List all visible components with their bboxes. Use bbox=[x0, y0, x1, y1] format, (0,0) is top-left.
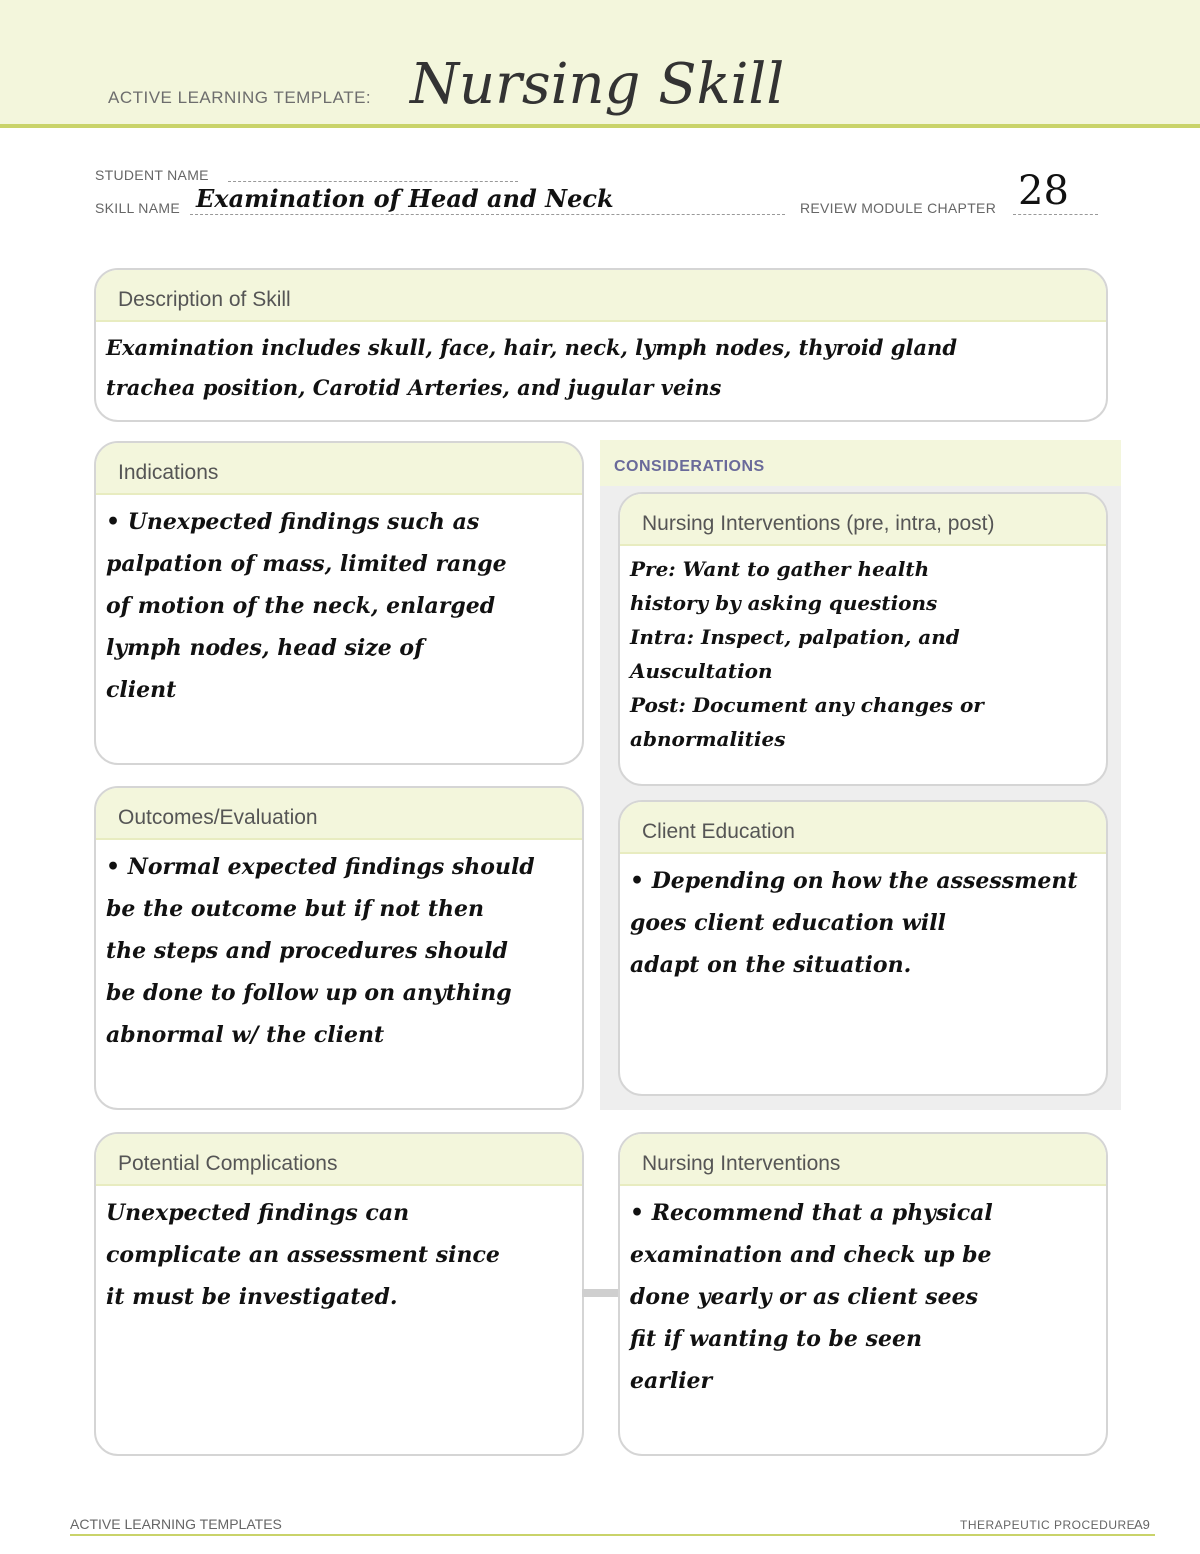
indications-line: of motion of the neck, enlarged bbox=[106, 593, 496, 619]
description-line: Examination includes skull, face, hair, neck, lymph nodes, thyroid gland bbox=[106, 335, 958, 360]
indications-line: • Unexpected findings such as bbox=[106, 509, 480, 535]
client-education-body[interactable] bbox=[620, 854, 1106, 986]
nursing-interventions-line: earlier bbox=[630, 1368, 713, 1394]
footer-right-label: THERAPEUTIC PROCEDURE bbox=[960, 1518, 1136, 1532]
nursing-interventions-pre-body[interactable] bbox=[620, 546, 1106, 756]
nursing-interventions-line: • Recommend that a physical bbox=[630, 1200, 993, 1226]
description-line: trachea position, Carotid Arteries, and jugular veins bbox=[106, 375, 722, 400]
description-box bbox=[94, 268, 1108, 422]
nursing-interventions-pre-line: Pre: Want to gather health bbox=[630, 557, 930, 581]
review-module-field[interactable]: 28 bbox=[1018, 168, 1069, 214]
client-education-heading: Client Education bbox=[620, 802, 1106, 854]
nursing-interventions-heading: Nursing Interventions bbox=[620, 1134, 1106, 1186]
indications-line: lymph nodes, head size of bbox=[106, 635, 424, 661]
nursing-interventions-pre-line: history by asking questions bbox=[630, 591, 938, 615]
outcomes-line: • Normal expected findings should bbox=[106, 854, 535, 880]
nursing-interventions-line: done yearly or as client sees bbox=[630, 1284, 979, 1310]
footer-left-label: ACTIVE LEARNING TEMPLATES bbox=[70, 1516, 282, 1532]
outcomes-line: the steps and procedures should bbox=[106, 938, 508, 964]
outcomes-heading: Outcomes/Evaluation bbox=[96, 788, 582, 840]
review-module-line bbox=[1013, 214, 1098, 215]
indications-box bbox=[94, 441, 584, 765]
review-module-label: REVIEW MODULE CHAPTER bbox=[800, 200, 997, 216]
indications-heading: Indications bbox=[96, 443, 582, 495]
indications-line: palpation of mass, limited range bbox=[106, 551, 507, 577]
page-title: Nursing Skill bbox=[410, 52, 785, 117]
description-body[interactable] bbox=[96, 322, 1106, 408]
nursing-interventions-box bbox=[618, 1132, 1108, 1456]
nursing-interventions-pre-box bbox=[618, 492, 1108, 786]
skill-name-line bbox=[190, 214, 785, 215]
nursing-interventions-pre-line: abnormalities bbox=[630, 727, 786, 751]
box-connector bbox=[582, 1289, 620, 1297]
complications-heading: Potential Complications bbox=[96, 1134, 582, 1186]
complications-line: Unexpected findings can bbox=[106, 1200, 410, 1226]
outcomes-box bbox=[94, 786, 584, 1110]
outcomes-line: abnormal w/ the client bbox=[106, 1022, 385, 1048]
client-education-line: adapt on the situation. bbox=[630, 952, 912, 978]
description-heading: Description of Skill bbox=[96, 270, 1106, 322]
page-number: A9 bbox=[1134, 1517, 1150, 1532]
outcomes-line: be done to follow up on anything bbox=[106, 980, 512, 1006]
footer-divider bbox=[70, 1534, 1155, 1536]
considerations-label: CONSIDERATIONS bbox=[614, 458, 765, 475]
client-education-box bbox=[618, 800, 1108, 1096]
complications-box bbox=[94, 1132, 584, 1456]
complications-line: complicate an assessment since bbox=[106, 1242, 500, 1268]
nursing-interventions-pre-line: Auscultation bbox=[630, 659, 773, 683]
client-education-line: goes client education will bbox=[630, 910, 946, 936]
nursing-interventions-pre-line: Post: Document any changes or bbox=[630, 693, 984, 717]
nursing-interventions-line: examination and check up be bbox=[630, 1242, 992, 1268]
skill-name-label: SKILL NAME bbox=[95, 200, 180, 216]
nursing-interventions-pre-line: Intra: Inspect, palpation, and bbox=[630, 625, 960, 649]
nursing-interventions-line: fit if wanting to be seen bbox=[630, 1326, 922, 1352]
template-label: ACTIVE LEARNING TEMPLATE: bbox=[108, 88, 372, 107]
student-name-label: STUDENT NAME bbox=[95, 167, 209, 183]
complications-line: it must be investigated. bbox=[106, 1284, 398, 1310]
skill-name-field[interactable]: Examination of Head and Neck bbox=[196, 184, 614, 213]
header-divider bbox=[0, 124, 1200, 128]
outcomes-line: be the outcome but if not then bbox=[106, 896, 485, 922]
student-name-line bbox=[228, 181, 518, 182]
indications-line: client bbox=[106, 677, 177, 703]
complications-body[interactable] bbox=[96, 1186, 582, 1318]
outcomes-body[interactable] bbox=[96, 840, 582, 1056]
nursing-interventions-body[interactable] bbox=[620, 1186, 1106, 1402]
client-education-line: • Depending on how the assessment bbox=[630, 868, 1078, 894]
nursing-interventions-pre-heading: Nursing Interventions (pre, intra, post) bbox=[620, 494, 1106, 546]
indications-body[interactable] bbox=[96, 495, 582, 711]
